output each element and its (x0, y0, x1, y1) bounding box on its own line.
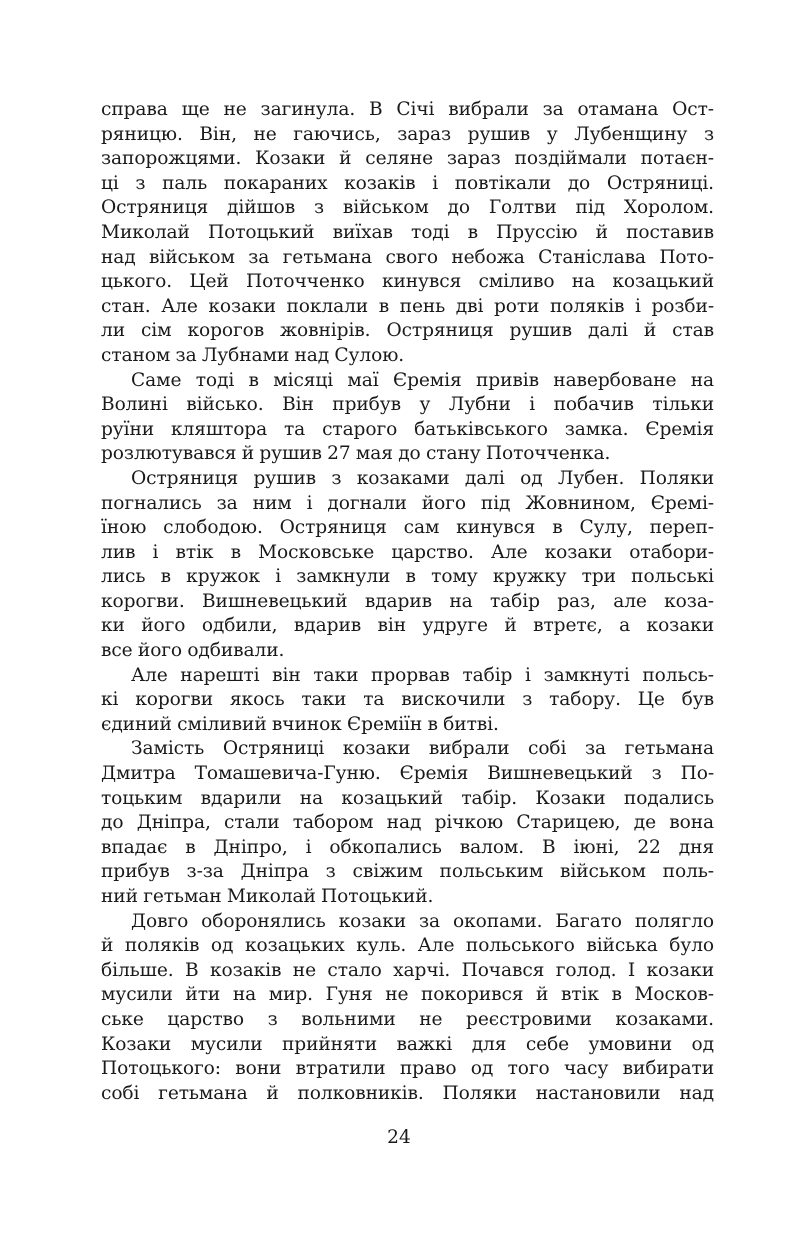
text-line: впадає в Дніпро, і обкопались валом. В іюні, 22 дня (101, 836, 714, 858)
text-line: лив і втік в Московське царство. Але козаки отабори- (101, 541, 714, 563)
text-line: ряницю. Він, не гаючись, зараз рушив у Лубенщину з (101, 123, 714, 145)
text-line: Саме тоді в місяці маї Єремія привів навербоване на (131, 369, 714, 391)
text-line: запорожцями. Козаки й селяне зараз поздіймали потаєн- (101, 148, 714, 170)
text-line: Волині військо. Він прибув у Лубни і побачив тільки (101, 394, 714, 416)
text-line: Миколай Потоцький виїхав тоді в Пруссію й поставив (101, 221, 714, 243)
text-line: Довго оборонялись козаки за окопами. Багато полягло (131, 910, 714, 932)
text-line: Потоцького: вони втратили право од того часу вибирати (101, 1058, 714, 1080)
text-line: станом за Лубнами над Сулою. (101, 344, 405, 366)
text-line: Замість Остряниці козаки вибрали собі за гетьмана (131, 738, 714, 760)
text-line: ний гетьман Миколай Потоцький. (101, 886, 434, 907)
text-line: собі гетьмана й полковників. Поляки настановили над (101, 1082, 714, 1104)
text-line: Але нарешті він таки прорвав табір і замкнуті польсь- (131, 664, 714, 686)
text-line: все його одбивали. (101, 640, 285, 662)
text-line: мусили йти на мир. Гуня не покорився й втік в Москов- (101, 984, 714, 1006)
text-line: Козаки мусили прийняти важкі для себе умовини од (101, 1033, 714, 1055)
text-line: справа ще не загинула. В Січі вибрали за отамана Ост- (101, 99, 714, 120)
text-line: Остряниця дійшов з військом до Голтви під Хоролом. (101, 197, 714, 219)
text-line: ці з паль покараних козаків і повтікали до Остряниці. (101, 172, 714, 194)
text-line: Дмитра Томашевича-Гуню. Єремія Вишневецький з По- (101, 763, 714, 785)
text-line: до Дніпра, стали табором над річкою Старицею, де вона (101, 812, 714, 834)
text-line: погнались за ним і догнали його під Жовнином, Єремі- (101, 492, 714, 514)
text-line: корогви. Вишневецький вдарив на табір раз, але коза- (101, 590, 714, 612)
text-line: єдиний сміливий вчинок Єреміїн в битві. (101, 713, 499, 735)
text-line: Остряниця рушив з козаками далі од Лубен. Поляки (131, 467, 714, 489)
text-line: ли сім корогов жовнірів. Остряниця рушив далі й став (101, 320, 714, 342)
text-line: розлютувався й рушив 27 мая до стану Поточченка. (101, 443, 611, 465)
page-number: 24 (387, 1127, 411, 1148)
text-line: руїни кляштора та старого батьківського замка. Єремія (101, 418, 714, 440)
text-line: ки його одбили, вдарив він удруге й втретє, а козаки (101, 615, 714, 637)
text-line: над військом за гетьмана свого небожа Станіслава Пото- (101, 246, 714, 268)
text-line: й поляків од козацьких куль. Але польського війська було (101, 935, 714, 957)
text-line: лись в кружок і замкнули в тому кружку три польські (101, 566, 714, 588)
text-line: прибув з-за Дніпра з свіжим польським військом поль- (101, 861, 714, 883)
text-line: стан. Але козаки поклали в пень дві роти поляків і розби- (101, 295, 714, 317)
text-line: тоцьким вдарили на козацький табір. Козаки подались (101, 787, 714, 809)
text-line: цького. Цей Поточченко кинувся сміливо на козацький (101, 271, 714, 293)
body-text (101, 98, 714, 1106)
text-line: їною слободою. Остряниця сам кинувся в Сулу, переп- (101, 517, 714, 539)
text-line: ське царство з вольними не реєстровими козаками. (101, 1008, 714, 1030)
text-line: більше. В козаків не стало харчі. Почався голод. І козаки (101, 959, 714, 981)
text-line: кі корогви якось таки та вискочили з табору. Це був (101, 689, 714, 711)
